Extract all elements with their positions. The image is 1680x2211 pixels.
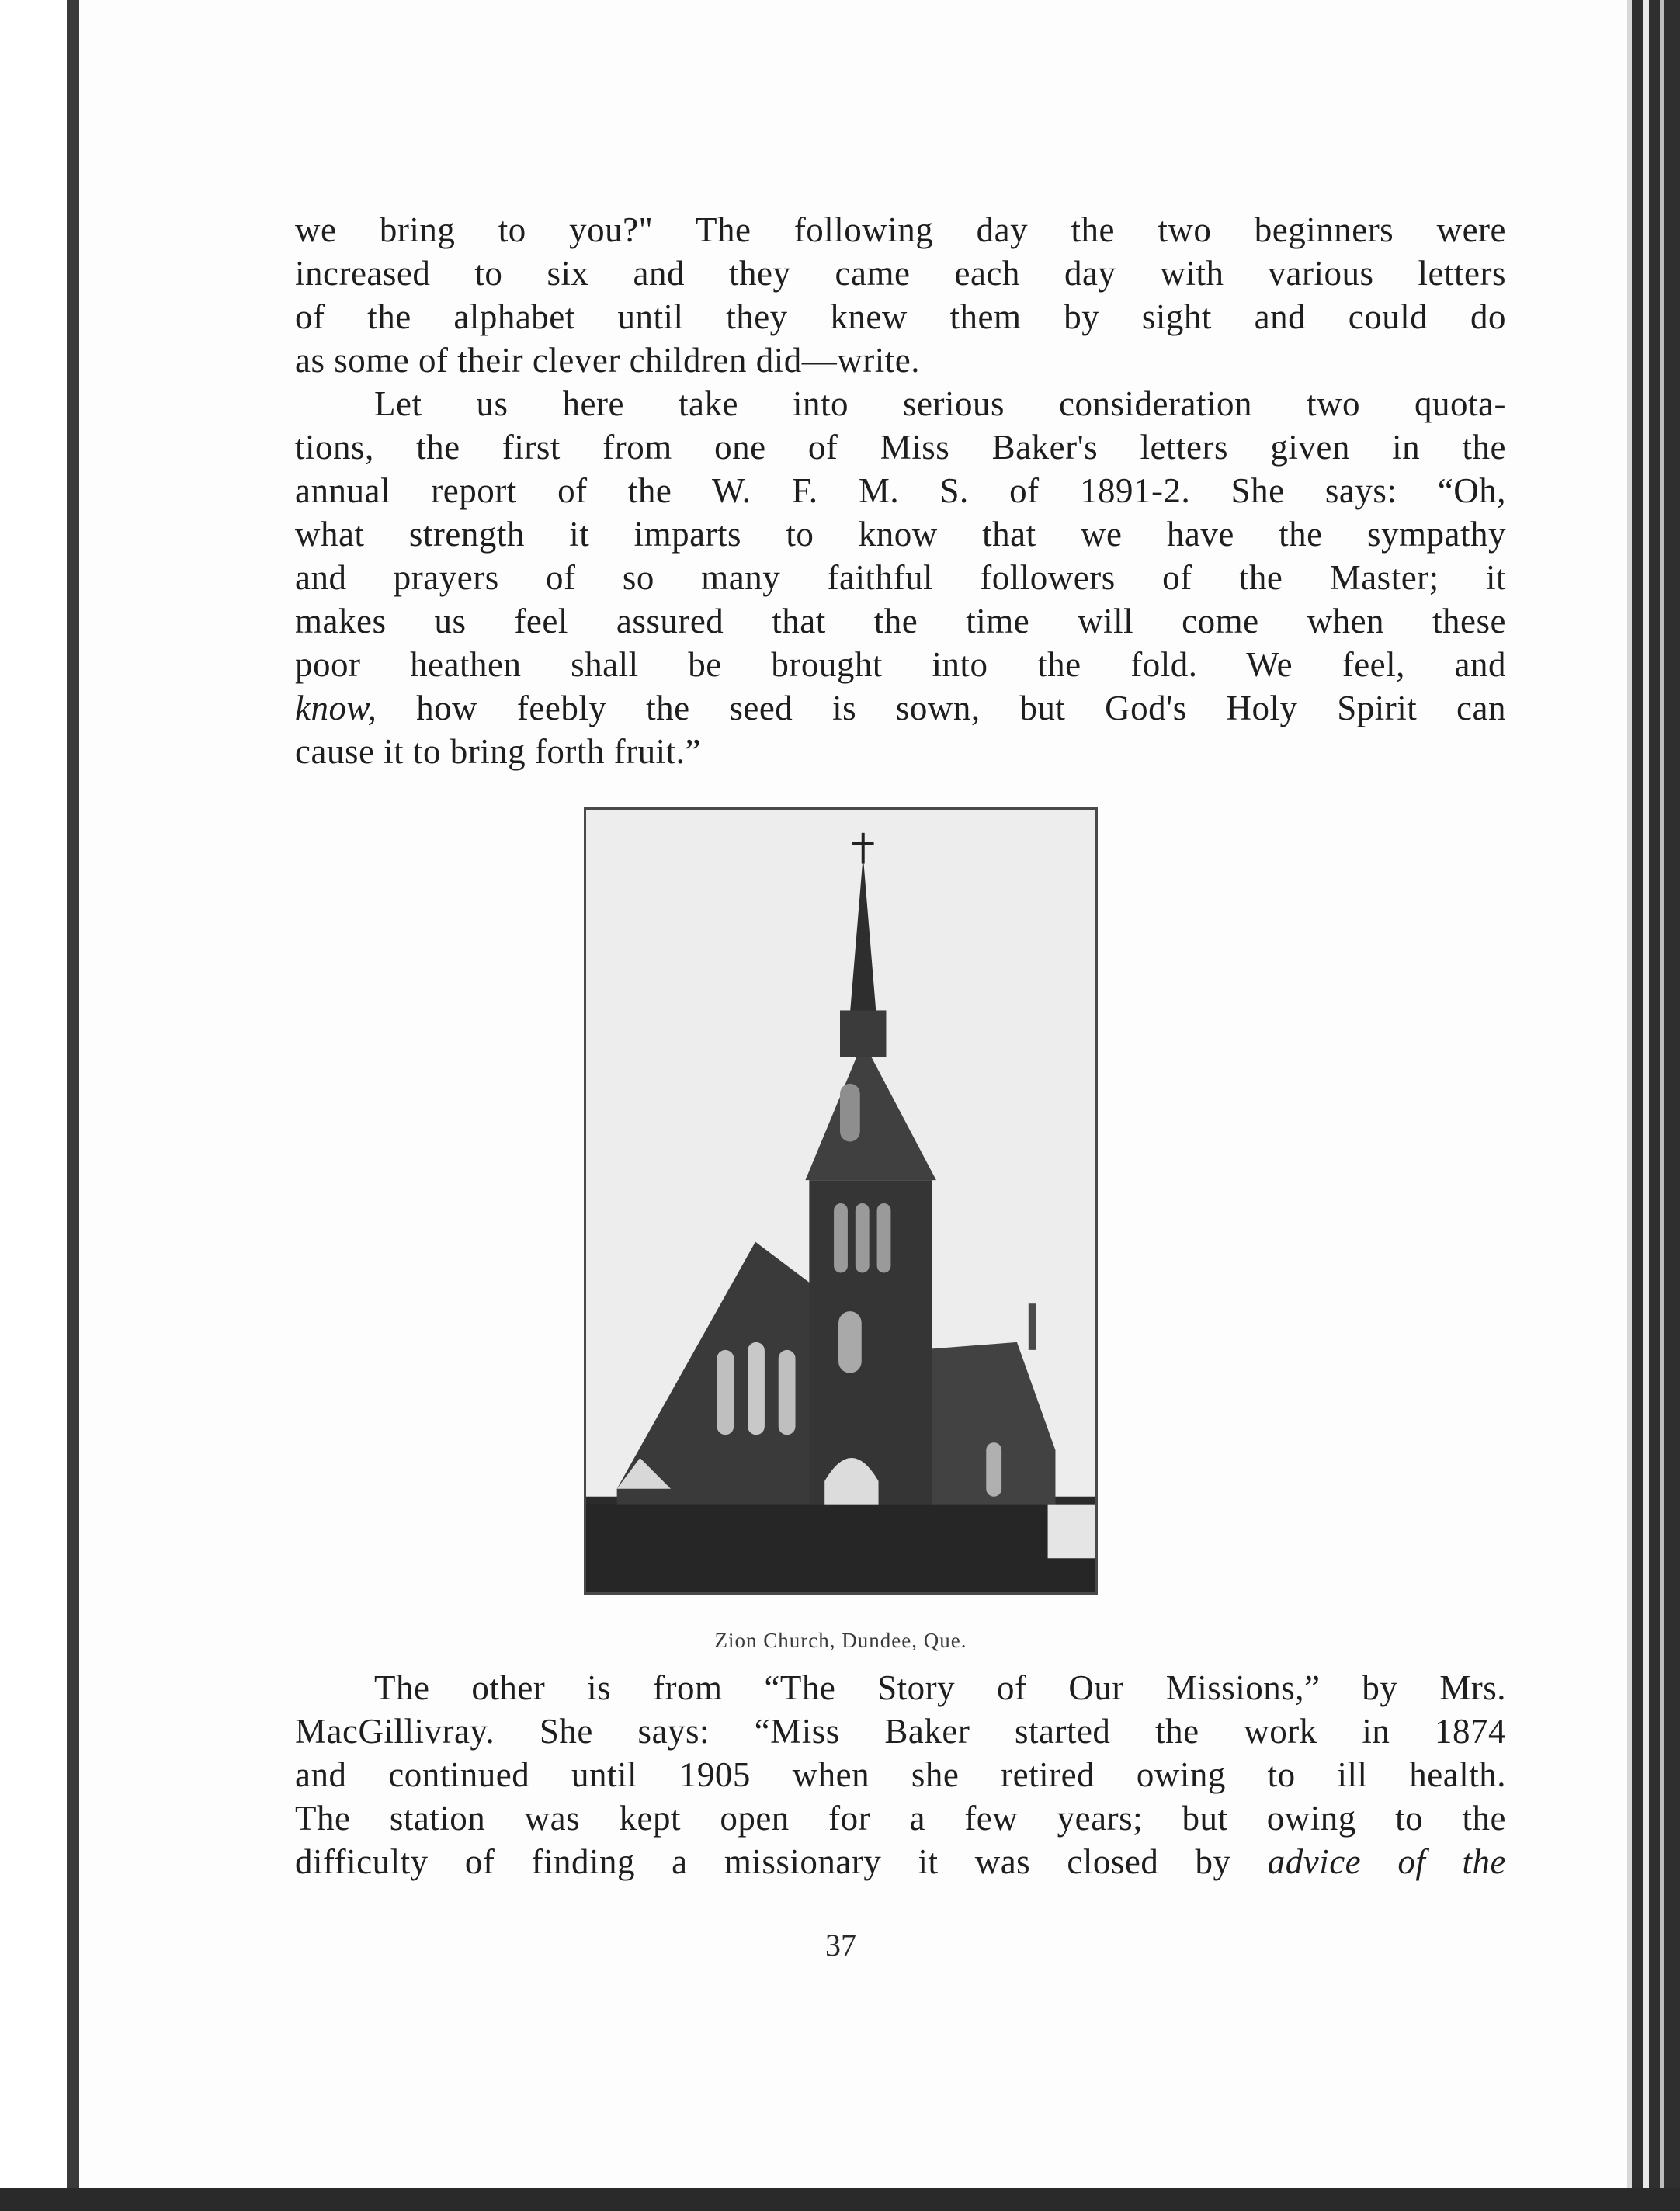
book-page	[79, 0, 1632, 2188]
text-line-start: difficulty of finding a missionary it was closed by	[295, 1842, 1268, 1881]
text-line: and continued until 1905 when she retired owing to ill health.	[295, 1755, 1506, 1794]
left-binding-edge	[0, 0, 79, 2211]
paragraph-1	[295, 208, 1506, 382]
photo-caption: Zion Church, Dundee, Que.	[714, 1629, 967, 1652]
text-line: as some of their clever children did—write.	[295, 341, 920, 380]
text-line: cause it to bring forth fruit.”	[295, 732, 701, 771]
text-line: and prayers of so many faithful followers of the Master; it	[295, 558, 1506, 597]
right-binding-edge	[1632, 0, 1680, 2211]
text-line: poor heathen shall be brought into the fold. We feel, and	[295, 645, 1506, 684]
text-line: annual report of the W. F. M. S. of 1891-2. She says: “Oh,	[295, 471, 1506, 510]
text-line	[295, 1840, 1506, 1883]
paragraph-3	[295, 1666, 1506, 1883]
text-line: we bring to you?" The following day the two beginners were	[295, 210, 1506, 249]
italic-word: know,	[295, 689, 377, 727]
text-line: The other is from “The Story of Our Missions,” by Mrs.	[374, 1668, 1506, 1707]
text-line: increased to six and they came each day with various letters	[295, 254, 1506, 293]
page-number: 37	[825, 1928, 856, 1963]
text-line: The station was kept open for a few years; but owing to the	[295, 1799, 1506, 1838]
text-line: what strength it imparts to know that we have the sympathy	[295, 515, 1506, 554]
text-line: Let us here take into serious consideration two quota-	[374, 384, 1506, 423]
bottom-edge	[0, 2188, 1680, 2211]
text-line: MacGillivray. She says: “Miss Baker started the work in 1874	[295, 1712, 1506, 1751]
text-line: tions, the first from one of Miss Baker's letters given in the	[295, 428, 1506, 467]
text-line-rest: how feebly the seed is sown, but God's Holy Spirit can	[377, 689, 1506, 727]
church-photograph	[584, 807, 1098, 1595]
italic-phrase: advice of the	[1267, 1842, 1506, 1881]
text-line: makes us feel assured that the time will come when these	[295, 602, 1506, 640]
text-line: of the alphabet until they knew them by sight and could do	[295, 297, 1506, 336]
paragraph-2	[295, 382, 1506, 773]
text-line	[295, 686, 1506, 730]
